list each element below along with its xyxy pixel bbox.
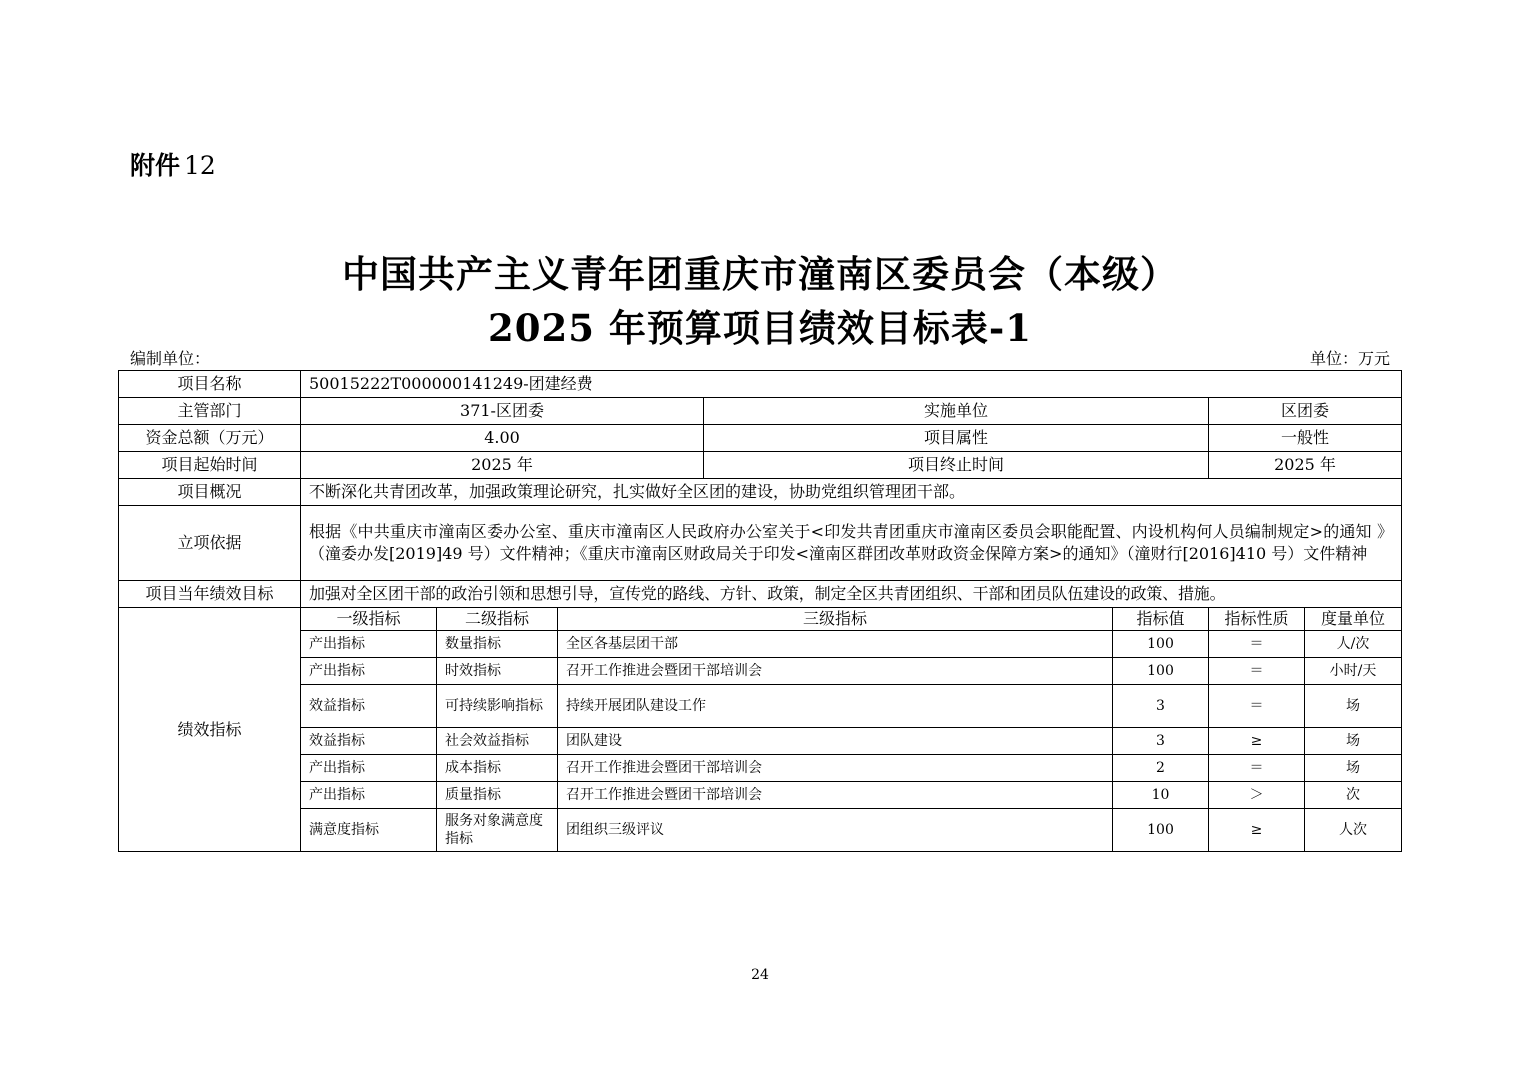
project-name-value: 50015222T000000141249-团建经费 — [301, 371, 1402, 398]
indicator-level2: 社会效益指标 — [437, 728, 558, 755]
basis-label: 立项依据 — [119, 506, 301, 581]
indicator-level3: 团队建设 — [558, 728, 1113, 755]
indicator-value: 100 — [1113, 658, 1209, 685]
performance-target-table — [118, 370, 1402, 852]
header-level2: 二级指标 — [437, 608, 558, 631]
indicator-level2: 数量指标 — [437, 631, 558, 658]
indicator-level3: 持续开展团队建设工作 — [558, 685, 1113, 728]
indicator-value: 3 — [1113, 685, 1209, 728]
indicator-nature: ＝ — [1209, 685, 1305, 728]
indicator-level3: 全区各基层团干部 — [558, 631, 1113, 658]
indicator-unit: 人次 — [1305, 809, 1402, 852]
header-level1: 一级指标 — [301, 608, 437, 631]
attachment-label: 附件 12 — [130, 151, 216, 180]
indicator-level2: 可持续影响指标 — [437, 685, 558, 728]
row-period — [119, 452, 1402, 479]
header-level3: 三级指标 — [558, 608, 1113, 631]
overview-label: 项目概况 — [119, 479, 301, 506]
performance-indicators-label: 绩效指标 — [119, 608, 301, 852]
end-time-label: 项目终止时间 — [704, 452, 1209, 479]
row-basis — [119, 506, 1402, 581]
indicator-nature: ＝ — [1209, 755, 1305, 782]
indicator-nature: ＝ — [1209, 658, 1305, 685]
document-title-line1: 中国共产主义青年团重庆市潼南区委员会（本级） — [342, 252, 1178, 296]
indicator-level1: 效益指标 — [301, 685, 437, 728]
indicator-header-row — [119, 608, 1402, 631]
implementing-unit-label: 实施单位 — [704, 398, 1209, 425]
indicator-unit: 场 — [1305, 728, 1402, 755]
header-unit: 度量单位 — [1305, 608, 1402, 631]
basis-value: 根据《中共重庆市潼南区委办公室、重庆市潼南区人民政府办公室关于<印发共青团重庆市潼南区委员会职能配置、内设机构何人员编制规定>的通知 》（潼委办发[2019]49 号）文件精神；《重庆市潼南区财政局关于印发<潼南区群团改革财政资金保障方案>的通知》（潼财行[2016]410 号）文件精神 — [301, 506, 1402, 581]
indicator-row — [119, 685, 1402, 728]
indicator-level2: 质量指标 — [437, 782, 558, 809]
indicator-level2: 时效指标 — [437, 658, 558, 685]
attachment-number: 12 — [184, 151, 216, 180]
indicator-row — [119, 658, 1402, 685]
indicator-value: 2 — [1113, 755, 1209, 782]
indicator-level2: 服务对象满意度指标 — [437, 809, 558, 852]
indicator-nature: ＝ — [1209, 631, 1305, 658]
annual-goal-value: 加强对全区团干部的政治引领和思想引导，宣传党的路线、方针、政策，制定全区共青团组织、干部和团员队伍建设的政策、措施。 — [301, 581, 1402, 608]
indicator-row — [119, 728, 1402, 755]
indicator-value: 100 — [1113, 631, 1209, 658]
indicator-level3: 召开工作推进会暨团干部培训会 — [558, 782, 1113, 809]
indicator-level1: 产出指标 — [301, 658, 437, 685]
indicator-row — [119, 755, 1402, 782]
start-time-value: 2025 年 — [301, 452, 704, 479]
fund-total-value: 4.00 — [301, 425, 704, 452]
fund-total-label: 资金总额（万元） — [119, 425, 301, 452]
row-annual-goal — [119, 581, 1402, 608]
indicator-nature: ≥ — [1209, 728, 1305, 755]
department-label: 主管部门 — [119, 398, 301, 425]
indicator-unit: 场 — [1305, 755, 1402, 782]
indicator-row — [119, 782, 1402, 809]
indicator-level3: 团组织三级评议 — [558, 809, 1113, 852]
indicator-level2: 成本指标 — [437, 755, 558, 782]
indicator-value: 10 — [1113, 782, 1209, 809]
indicator-nature: ≥ — [1209, 809, 1305, 852]
page-number: 24 — [751, 967, 769, 983]
project-name-label: 项目名称 — [119, 371, 301, 398]
indicator-unit: 次 — [1305, 782, 1402, 809]
overview-value: 不断深化共青团改革，加强政策理论研究，扎实做好全区团的建设，协助党组织管理团干部。 — [301, 479, 1402, 506]
indicator-level1: 产出指标 — [301, 755, 437, 782]
indicator-row — [119, 631, 1402, 658]
start-time-label: 项目起始时间 — [119, 452, 301, 479]
department-value: 371-区团委 — [301, 398, 704, 425]
prepared-by-label: 编制单位： — [130, 349, 211, 368]
document-title-line2: 2025 年预算项目绩效目标表-1 — [488, 306, 1032, 350]
indicator-unit: 场 — [1305, 685, 1402, 728]
project-attribute-label: 项目属性 — [704, 425, 1209, 452]
indicator-level1: 满意度指标 — [301, 809, 437, 852]
implementing-unit-value: 区团委 — [1209, 398, 1402, 425]
indicator-value: 100 — [1113, 809, 1209, 852]
row-fund — [119, 425, 1402, 452]
indicator-nature: ＞ — [1209, 782, 1305, 809]
annual-goal-label: 项目当年绩效目标 — [119, 581, 301, 608]
row-department — [119, 398, 1402, 425]
header-nature: 指标性质 — [1209, 608, 1305, 631]
row-project-name — [119, 371, 1402, 398]
header-value: 指标值 — [1113, 608, 1209, 631]
indicator-unit: 人/次 — [1305, 631, 1402, 658]
indicator-row — [119, 809, 1402, 852]
indicator-level1: 产出指标 — [301, 631, 437, 658]
project-attribute-value: 一般性 — [1209, 425, 1402, 452]
indicator-level3: 召开工作推进会暨团干部培训会 — [558, 658, 1113, 685]
indicator-level1: 效益指标 — [301, 728, 437, 755]
indicator-level3: 召开工作推进会暨团干部培训会 — [558, 755, 1113, 782]
indicator-level1: 产出指标 — [301, 782, 437, 809]
indicator-value: 3 — [1113, 728, 1209, 755]
indicator-unit: 小时/天 — [1305, 658, 1402, 685]
end-time-value: 2025 年 — [1209, 452, 1402, 479]
unit-label: 单位：万元 — [1309, 349, 1390, 368]
row-overview — [119, 479, 1402, 506]
